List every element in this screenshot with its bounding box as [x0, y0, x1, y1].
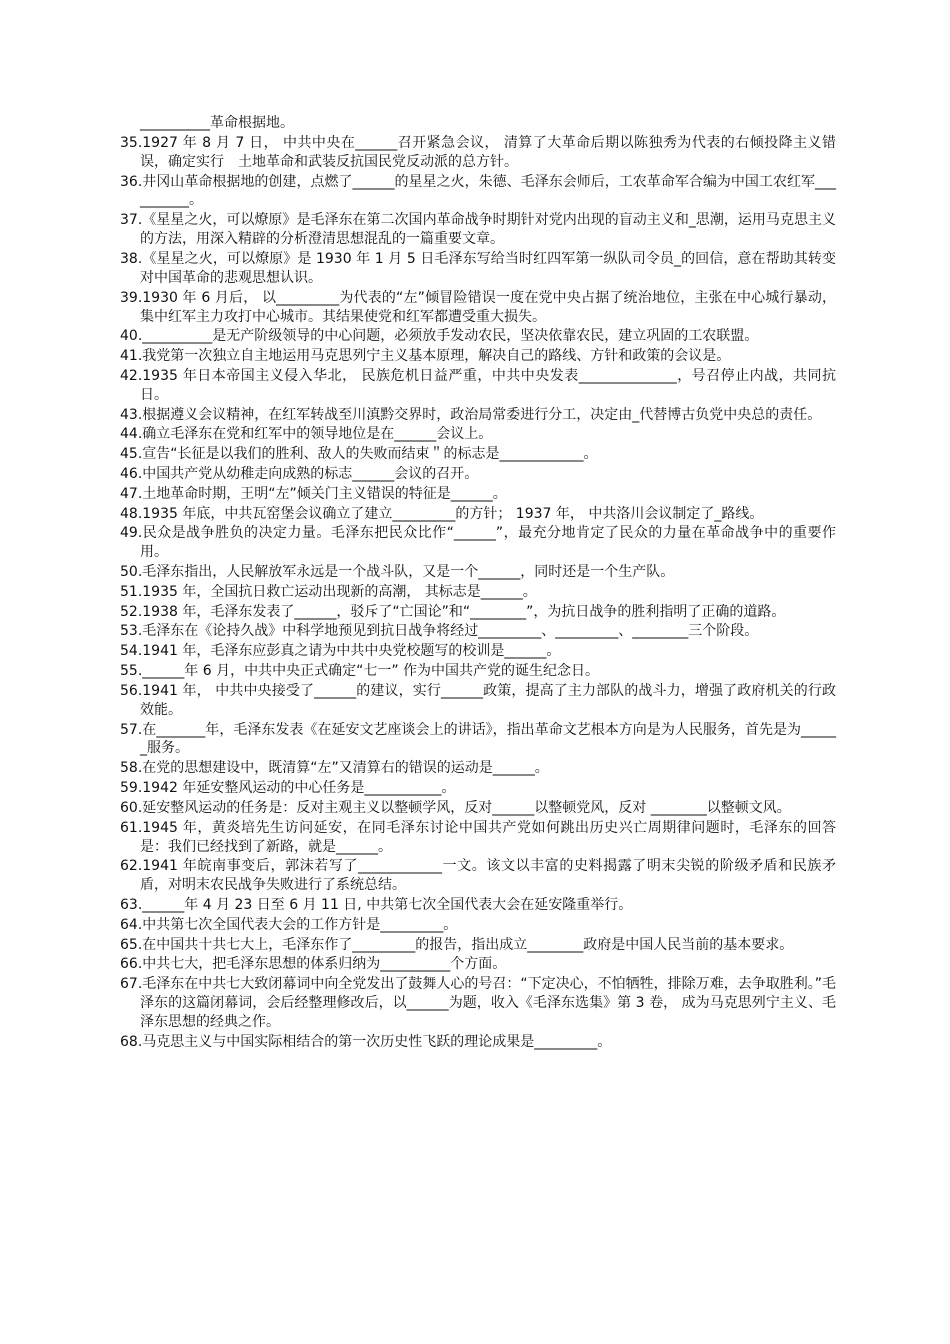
question-item: 35.1927 年 8 月 7 日， 中共中央在______召开紧急会议， 清算了大革命后期以陈独秀为代表的右倾投降主义错误，确定实行 土地革命和武装反抗国民党反动派的总方针。	[120, 134, 836, 170]
question-item: 65.在中国共十共七大上，毛泽东作了_________的报告，指出成立________政府是中国人民当前的基本要求。	[120, 936, 794, 953]
question-item: 61.1945 年，黄炎培先生访问延安，在同毛泽东讨论中国共产党如何跳出历史兴亡周期律问题时，毛泽东的回答是：我们已经找到了新路，就是______。	[120, 819, 836, 855]
question-item: 43.根据遵义会议精神，在红军转战至川滇黔交界时，政治局常委进行分工，决定由_代替博古负党中央总的责任。	[120, 406, 822, 423]
question-list	[120, 114, 836, 1053]
question-item: 57.在_______年，毛泽东发表《在延安文艺座谈会上的讲话》，指出革命文艺根本方向是为人民服务，首先是为______服务。	[120, 721, 836, 757]
question-item: 58.在党的思想建设中，既清算“左”又清算右的错误的运动是______。	[120, 760, 549, 777]
question-item: 66.中共七大，把毛泽东思想的体系归纳为__________个方面。	[120, 956, 507, 973]
question-item: 48.1935 年底，中共瓦窑堡会议确立了建立_________的方针； 1937 年， 中共洛川会议制定了_路线。	[120, 505, 764, 522]
question-item: 49.民众是战争胜负的决定力量。毛泽东把民众比作“______”，最充分地肯定了民众的力量在革命战争中的重要作用。	[120, 525, 836, 561]
question-item: 41.我党第一次独立自主地运用马克思列宁主义基本原理，解决自己的路线、方针和政策的会议是。	[120, 348, 731, 365]
question-item: 62.1941 年皖南事变后，郭沫若写了____________一文。该文以丰富的史料揭露了明末尖锐的阶级矛盾和民族矛盾，对明末农民战争失败进行了系统总结。	[120, 858, 836, 894]
question-item: 52.1938 年，毛泽东发表了______，驳斥了“亡国论”和“________”，为抗日战争的胜利指明了正确的道路。	[120, 603, 786, 620]
question-item: 44.确立毛泽东在党和红军中的领导地位是在______会议上。	[120, 426, 493, 443]
question-item: 39.1930 年 6 月后， 以_________为代表的“左”倾冒险错误一度在党中央占据了统治地位，主张在中心城行暴动，集中红军主力攻打中心城市。其结果使党和红军都遭受重大损失。	[120, 289, 836, 325]
question-item: 45.宣告“长征是以我们的胜利、敌人的失败而结束＂的标志是____________。	[120, 446, 598, 463]
question-item: 42.1935 年日本帝国主义侵入华北， 民族危机日益严重，中共中央发表______________，号召停止内战，共同抗日。	[120, 367, 836, 403]
question-item: 55.______年 6 月，中共中央正式确定“七一” 作为中国共产党的诞生纪念日。	[120, 663, 600, 680]
question-item: 46.中国共产党从幼稚走向成熟的标志______会议的召开。	[120, 466, 479, 482]
question-item: 50.毛泽东指出，人民解放军永远是一个战斗队，又是一个______，同时还是一个生产队。	[120, 564, 675, 581]
question-item: 59.1942 年延安整风运动的中心任务是___________。	[120, 780, 456, 797]
question-item: 37.《星星之火，可以燎原》是毛泽东在第二次国内革命战争时期针对党内出现的盲动主义和_思潮，运用马克思主义的方法，用深入精辟的分析澄清思想混乱的一篇重要文章。	[120, 212, 836, 248]
question-item: 47.土地革命时期，王明“左”倾关门主义错误的特征是______。	[120, 485, 507, 502]
question-item: 51.1935 年，全国抗日救亡运动出现新的高潮， 其标志是______。	[120, 583, 537, 600]
question-item: 67.毛泽东在中共七大致闭幕词中向全党发出了鼓舞人心的号召：“下定决心，不怕牺牲，排除万难，去争取胜利。”毛泽东的这篇闭幕词，会后经整理修改后，以______为题，收入《毛泽东选集》第 3 卷， 成为马克思列宁主义、毛泽东思想的经典之作。	[120, 976, 836, 1031]
question-item: 56.1941 年， 中共中央接受了______的建议，实行______政策，提高了主力部队的战斗力，增强了政府机关的行政效能。	[120, 682, 836, 718]
question-item: 53.毛泽东在《论持久战》中科学地预见到抗日战争将经过_________、_________、________三个阶段。	[120, 623, 759, 640]
question-item: 64.中共第七次全国代表大会的工作方针是_________。	[120, 916, 458, 933]
question-item: 40.__________是无产阶级领导的中心问题，必须放手发动农民，坚决依靠农民，建立巩固的工农联盟。	[120, 328, 759, 345]
question-item: 54.1941 年，毛泽东应彭真之请为中共中央党校题写的校训是______。	[120, 643, 561, 660]
question-item: 60.延安整风运动的任务是：反对主观主义以整顿学风，反对______以整顿党风，反对 ________以整顿文风。	[120, 799, 791, 816]
question-item: __________革命根据地。	[140, 115, 294, 131]
question-item: 38.《星星之火，可以燎原》是 1930 年 1 月 5 日毛泽东写给当时红四军第一纵队司令员_的回信，意在帮助其转变对中国革命的悲观思想认识。	[120, 250, 836, 286]
question-item: 36.井冈山革命根据地的创建，点燃了______的星星之火，朱德、毛泽东会师后，工农革命军合编为中国工农红军__________。	[120, 173, 836, 209]
question-item: 63.______年 4 月 23 日至 6 月 11 日, 中共第七次全国代表大会在延安隆重举行。	[120, 897, 633, 914]
question-item: 68.马克思主义与中国实际相结合的第一次历史性飞跃的理论成果是_________。	[120, 1033, 612, 1050]
